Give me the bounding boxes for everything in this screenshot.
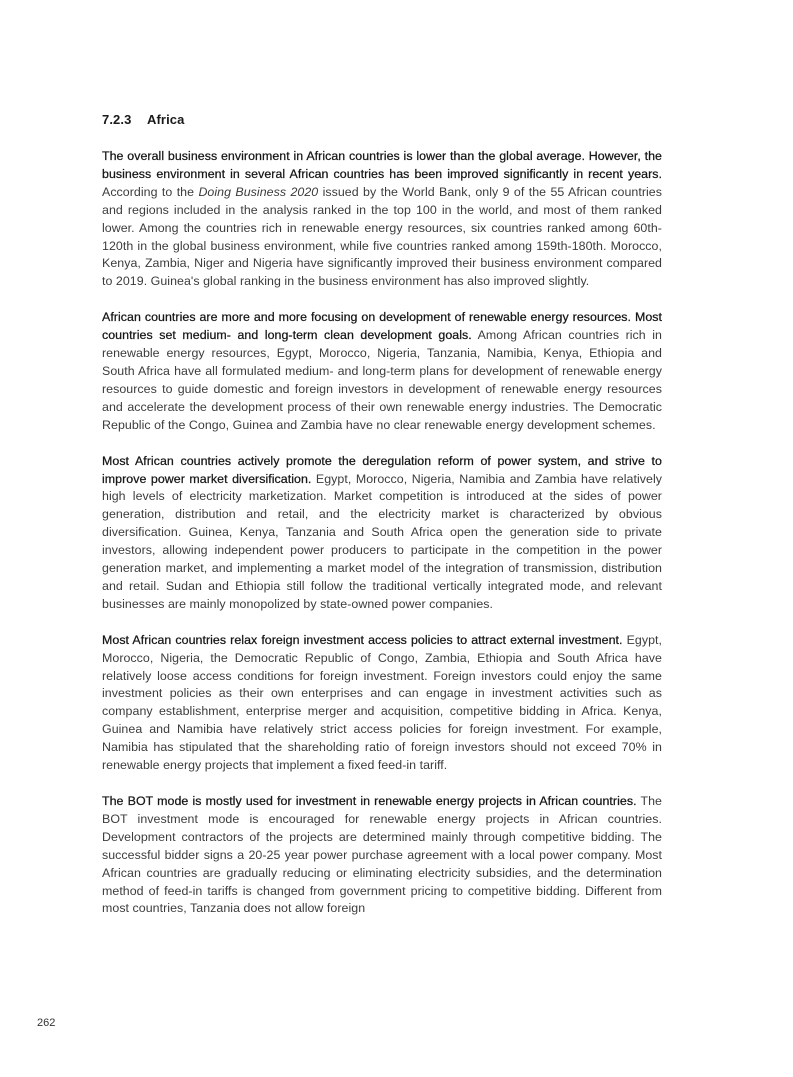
section-number: 7.2.3 (102, 112, 132, 127)
page-content (102, 111, 662, 936)
section-title: Africa (147, 112, 185, 127)
paragraph-body: Among African countries rich in renewable energy resources, Egypt, Morocco, Nigeria, Tanzania, Namibia, Kenya, Ethiopia and South Africa have all formulated medium- and long-term plans for development of renewable energy resources to guide domestic and foreign investors in development of renewable energy resources and accelerate the development process of their own renewable energy industries. The Democratic Republic of the Congo, Guinea and Zambia have no clear renewable energy development schemes. (102, 328, 662, 432)
paragraph-lead: The overall business environment in African countries is lower than the global average. However, the business environment in several African countries has been improved significantly in recent years. (102, 149, 662, 181)
paragraph-body: issued by the World Bank, only 9 of the 55 African countries and regions included in the analysis ranked in the top 100 in the world, and most of them ranked lower. Among the countries rich in renewable energy resources, six countries ranked among 60th-120th in the global business environment, while five countries ranked among 159th-180th. Morocco, Kenya, Zambia, Niger and Nigeria have significantly improved their business environment compared to 2019. Guinea's global ranking in the business environment has also improved slightly. (102, 184, 662, 289)
paragraph-lead: Most African countries actively promote the deregulation reform of power system, and strive to improve power market diversification. (102, 453, 662, 486)
paragraph-body: According to the (102, 184, 199, 199)
paragraph-lead: The BOT mode is mostly used for investment in renewable energy projects in African countries. (102, 794, 637, 808)
page-number: 262 (37, 1017, 56, 1029)
paragraph-bot-mode (102, 793, 662, 918)
paragraph-body: Egypt, Morocco, Nigeria, the Democratic Republic of Congo, Zambia, Ethiopia and South Africa have relatively loose access conditions for foreign investment. Foreign investors could enjoy the same investment policies as their own enterprises and can engage in investment activities such as company establishment, enterprise merger and acquisition, competitive bidding in Africa. Kenya, Guinea and Namibia have relatively strict access policies for foreign investment. For example, Namibia has stipulated that the shareholding ratio of foreign investors should not exceed 70% in renewable energy projects that implement a fixed feed-in tariff. (102, 632, 662, 773)
paragraph-business-environment (102, 148, 662, 291)
paragraph-lead: Most African countries relax foreign investment access policies to attract external investment. (102, 632, 623, 647)
paragraph-body: Egypt, Morocco, Nigeria, Namibia and Zambia have relatively high levels of electricity marketization. Market competition is introduced at the sides of power generation, distribution and retail, and the electricity market is characterized by obvious diversification. Guinea, Kenya, Tanzania and South Africa open the generation side to private investors, allowing independent power producers to participate in the competition in the power generation market, and implementing a market model of the integration of transmission, distribution and retail. Sudan and Ethiopia still follow the traditional vertically integrated mode, and relevant businesses are mainly monopolized by state-owned power companies. (102, 471, 662, 611)
section-heading (102, 111, 662, 129)
paragraph-power-deregulation (102, 453, 662, 614)
paragraph-renewable-development (102, 309, 662, 434)
paragraph-foreign-investment (102, 632, 662, 775)
publication-title: Doing Business 2020 (198, 184, 319, 199)
paragraph-body: The BOT investment mode is encouraged for renewable energy projects in African countries. Development contractors of the projects are determined mainly through competitive bidding. The successful bidder signs a 20-25 year power purchase agreement with a local power company. Most African countries are gradually reducing or eliminating electricity subsidies, and the determination method of feed-in tariffs is changed from government pricing to competitive bidding. Different from most countries, Tanzania does not allow foreign (102, 794, 662, 916)
paragraph-lead: African countries are more and more focusing on development of renewable energy resources. Most countries set medium- and long-term clean development goals. (102, 310, 662, 343)
